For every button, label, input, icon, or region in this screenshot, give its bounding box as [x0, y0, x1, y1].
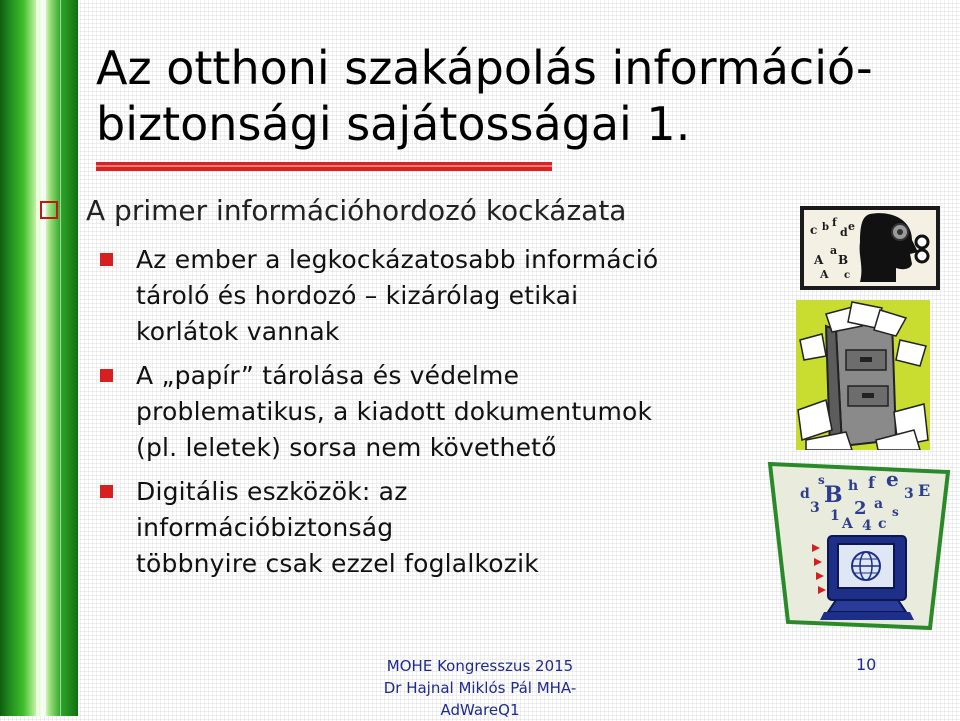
- monitor-letter: B: [824, 482, 843, 508]
- head-letter: A: [814, 253, 824, 267]
- bullet-line: problematikus, a kiadott dokumentumok: [136, 397, 653, 426]
- monitor-letter: s: [818, 473, 825, 487]
- red-square-bullet-icon: [100, 369, 113, 382]
- bullet-list: [100, 242, 780, 590]
- head-letter: c: [844, 270, 851, 281]
- monitor-letter: E: [918, 481, 931, 500]
- bullet-line: korlátok vannak: [136, 317, 340, 346]
- monitor-letter: s: [892, 505, 899, 519]
- hollow-square-bullet-icon: [40, 201, 58, 219]
- title-line-2: biztonsági sajátosságai 1.: [96, 97, 691, 151]
- monitor-letter: a: [874, 496, 884, 512]
- head-letter: d: [840, 226, 848, 239]
- head-letter: b: [822, 222, 829, 233]
- computer-monitor-clipart-icon: [766, 462, 952, 634]
- footer-line-2: Dr Hajnal Miklós Pál MHA-: [383, 679, 577, 697]
- monitor-letter: h: [848, 478, 859, 494]
- bullet-line: többnyire csak ezzel foglalkozik: [136, 549, 539, 578]
- monitor-letter: c: [878, 516, 887, 532]
- monitor-letter: d: [800, 486, 810, 502]
- footer-line-1: MOHE Kongresszus 2015: [386, 657, 574, 675]
- left-decorative-bar: [0, 0, 78, 716]
- title-underline-highlight: [96, 165, 552, 167]
- monitor-letter: 2: [854, 498, 867, 519]
- monitor-letter: 3: [904, 486, 914, 502]
- bullet-line: tároló és hordozó – kizárólag etikai: [136, 281, 579, 310]
- level1-item: [40, 192, 626, 230]
- head-with-gears-clipart-icon: [800, 206, 940, 290]
- head-letter: A: [820, 268, 829, 281]
- title-line-1: Az otthoni szakápolás információ-: [96, 41, 873, 95]
- monitor-letter: f: [868, 473, 875, 492]
- head-letter: a: [830, 244, 838, 257]
- red-square-bullet-icon: [100, 253, 113, 266]
- bullet-line: információbiztonság: [136, 513, 394, 542]
- bullet-line: Digitális eszközök: az: [136, 477, 408, 506]
- head-letter: B: [838, 253, 849, 267]
- head-letter: f: [832, 216, 837, 229]
- head-letter: c: [810, 223, 818, 237]
- monitor-letter: e: [886, 467, 899, 491]
- bullet-line: A „papír” tárolása és védelme: [136, 361, 520, 390]
- bullet-item: [100, 474, 780, 582]
- monitor-letter: 1: [830, 508, 840, 524]
- bullet-line: (pl. leletek) sorsa nem követhető: [136, 433, 557, 462]
- monitor-letter: 3: [810, 500, 820, 516]
- filing-cabinet-clipart-icon: [796, 300, 930, 450]
- monitor-letter: 4: [862, 518, 872, 534]
- slide-title: [96, 40, 956, 152]
- level1-text: A primer információhordozó kockázata: [86, 194, 627, 227]
- monitor-letter: A: [842, 516, 853, 532]
- red-square-bullet-icon: [100, 485, 113, 498]
- footer-credits: [360, 655, 600, 721]
- bullet-line: Az ember a legkockázatosabb információ: [136, 245, 659, 274]
- bullet-item: [100, 358, 780, 466]
- footer-line-3: AdWareQ1: [440, 701, 520, 719]
- bullet-item: [100, 242, 780, 350]
- page-number: 10: [856, 655, 877, 674]
- head-letter: e: [848, 220, 855, 233]
